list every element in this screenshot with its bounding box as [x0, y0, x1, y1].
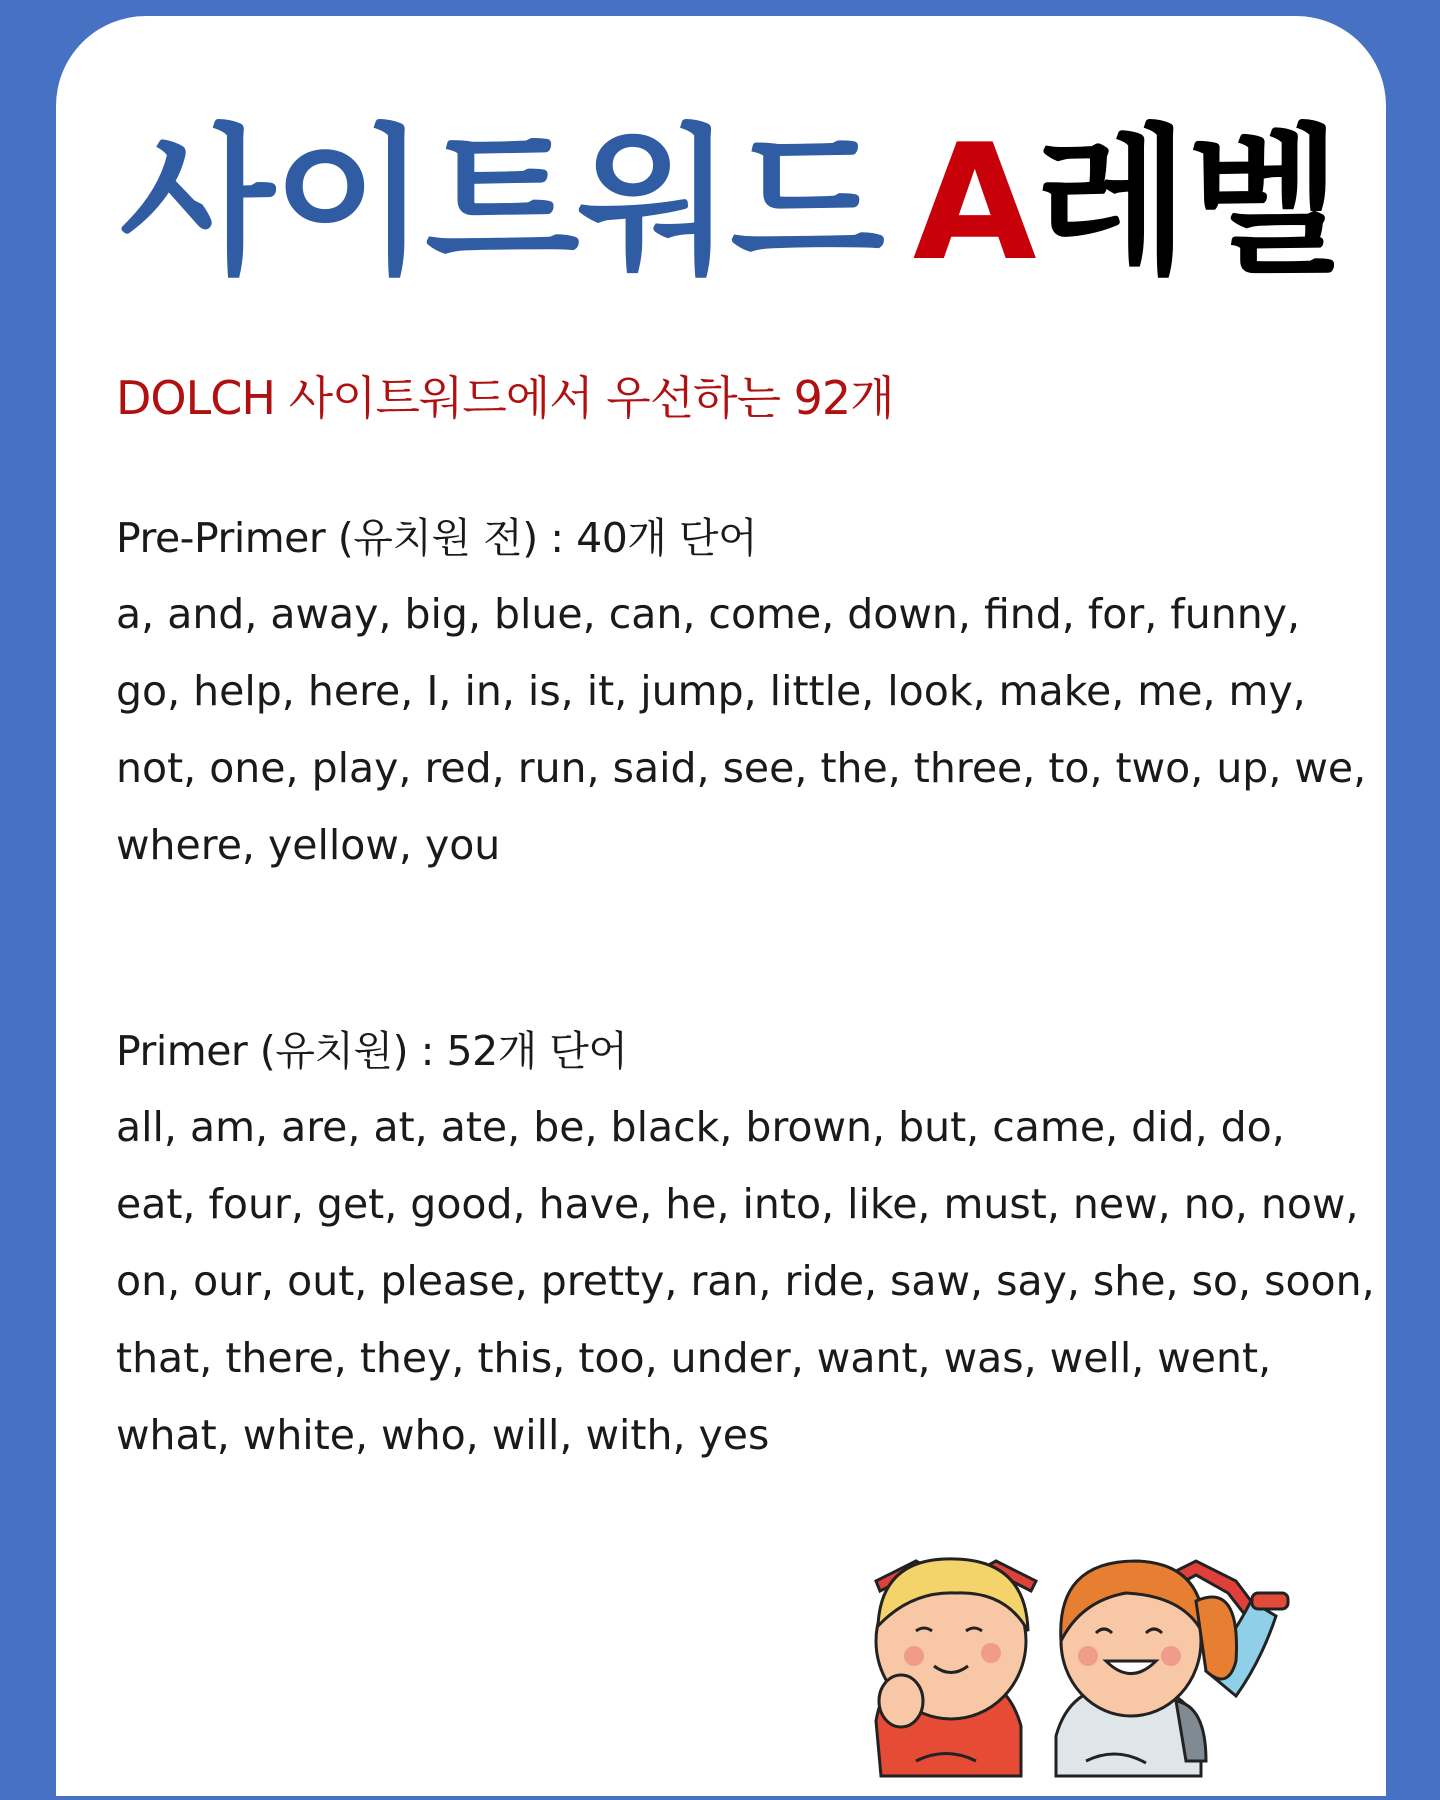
title-accent: A — [912, 109, 1035, 296]
subtitle: DOLCH 사이트워드에서 우선하는 92개 — [116, 371, 894, 425]
word-list: a, and, away, big, blue, can, come, down, find, for, funny, go, help, here, I, in, is, it, jump, little, look, make, me, my, not, one, play, red, run, said, see, the, three, to, two, up, we, where, yellow, you — [116, 590, 1367, 869]
title-end: 레벨 — [1034, 109, 1340, 296]
title-main: 사이트워드 — [120, 109, 883, 296]
page-title — [120, 108, 1340, 298]
section-heading: Pre-Primer (유치원 전) : 40개 단어 — [116, 514, 758, 562]
two-kids-reading-illustration — [856, 1521, 1356, 1796]
section-heading: Primer (유치원) : 52개 단어 — [116, 1027, 628, 1075]
content-card — [56, 16, 1386, 1796]
word-list: all, am, are, at, ate, be, black, brown, but, came, did, do, eat, four, get, good, have, he, into, like, must, new, no, now, on, our, out, please, pretty, ran, ride, saw, say, she, so, soon, that, there, they, this, too, under, want, was, well, went, what, white, who, will, with, yes — [116, 1103, 1375, 1459]
section-primer — [116, 1019, 1376, 1474]
section-pre-primer — [116, 506, 1376, 884]
